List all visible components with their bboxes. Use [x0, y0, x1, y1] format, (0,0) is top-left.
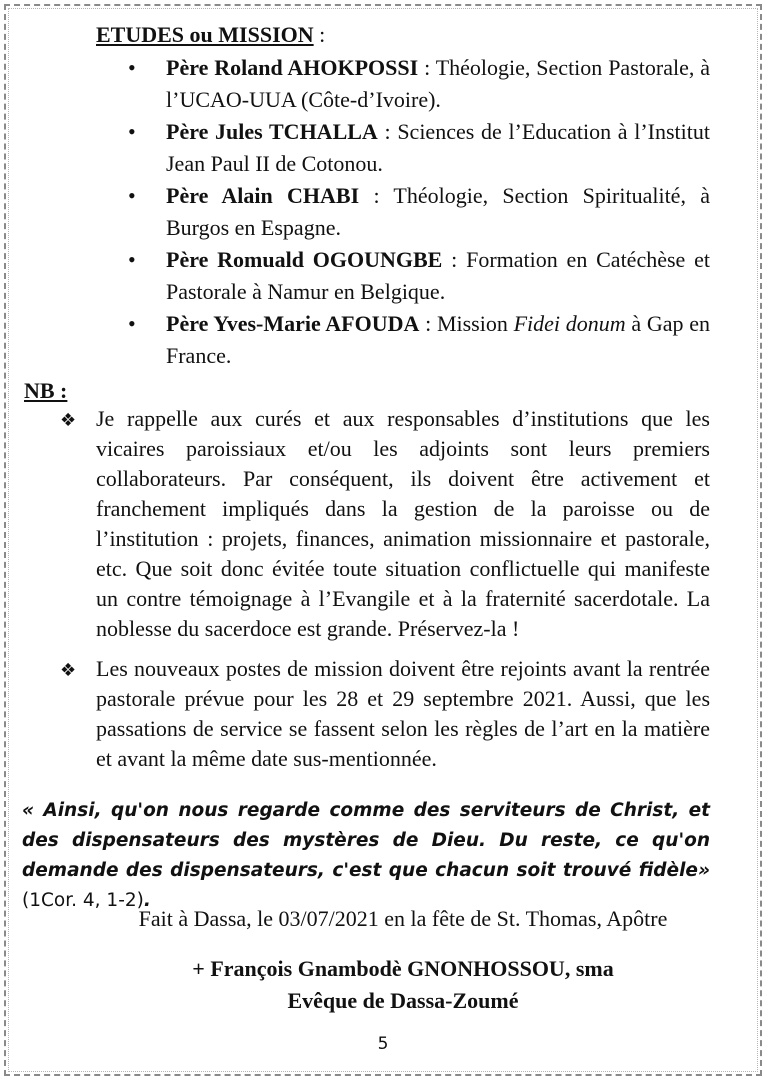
mission-list	[128, 52, 710, 372]
quote-end: .	[143, 890, 151, 911]
quote-reference: (1Cor. 4, 1-2)	[22, 890, 144, 911]
signature-name: + François Gnambodè GNONHOSSOU, sma	[192, 956, 614, 981]
note-text: Je rappelle aux curés et aux responsables d’institutions que les vicaires paroissiaux et/ou les adjoints sont leurs premiers collaborateurs. Par conséquent, ils doivent être activement et franchement impliqués dans la gestion de la paroisse ou de l’institution : projets, finances, animation missionnaire et pastorale, etc. Que soit donc évitée toute situation conflictuelle qui manifeste un contre témoignage à l’Evangile et à la fraternité sacerdotale. La noblesse du sacerdoce est grande. Préservez-la !	[96, 406, 710, 641]
note-item	[60, 654, 710, 774]
note-item	[60, 404, 710, 644]
note-text: Les nouveaux postes de mission doivent être rejoints avant la rentrée pastorale prévue pour les 28 et 29 septembre 2021. Aussi, que les passations de service se fassent selon les règles de l’art en la matière et avant la même date sus-mentionnée.	[96, 656, 710, 771]
list-item	[128, 308, 710, 372]
section-heading-label: ETUDES ou MISSION	[96, 22, 314, 47]
priest-name: Père Alain CHABI	[166, 183, 360, 208]
quote-text: « Ainsi, qu'on nous regarde comme des serviteurs de Christ, et des dispensateurs des mystères de Dieu. Du reste, ce qu'on demande des dispensateurs, c'est que chacun soit trouvé fidèle»	[22, 800, 710, 881]
diamond-bullet-icon: ❖	[60, 410, 77, 431]
priest-name: Père Yves-Marie AFOUDA	[166, 311, 420, 336]
page-number: 5	[377, 1034, 389, 1054]
priest-name: Père Romuald OGOUNGBE	[166, 247, 443, 272]
list-item	[128, 52, 710, 116]
assignment-text: : Théologie, Section Spiritualité, à Burgos en Espagne.	[166, 183, 710, 240]
signoff-line: Fait à Dassa, le 03/07/2021 en la fête de St. Thomas, Apôtre	[138, 906, 668, 931]
bible-quote	[22, 796, 710, 916]
section-heading	[96, 22, 325, 48]
assignment-text: : Formation en Catéchèse et Pastorale à Namur en Belgique.	[166, 247, 710, 304]
list-item	[128, 180, 710, 244]
assignment-text: : Sciences de l’Education à l’Institut Jean Paul II de Cotonou.	[166, 119, 710, 176]
list-item	[128, 244, 710, 308]
section-heading-colon: :	[313, 22, 326, 47]
signature-title: Evêque de Dassa-Zoumé	[287, 988, 519, 1013]
assignment-text: : Mission	[419, 311, 514, 336]
list-item	[128, 116, 710, 180]
priest-name: Père Jules TCHALLA	[166, 119, 378, 144]
assignment-text-end: à Gap en France.	[166, 311, 710, 368]
assignment-text: : Théologie, Section Pastorale, à l’UCAO-UUA (Côte-d’Ivoire).	[166, 55, 710, 112]
priest-name: Père Roland AHOKPOSSI	[166, 55, 419, 80]
assignment-italic: Fidei donum	[513, 311, 626, 336]
nb-heading: NB :	[24, 378, 68, 403]
diamond-bullet-icon: ❖	[60, 660, 77, 681]
